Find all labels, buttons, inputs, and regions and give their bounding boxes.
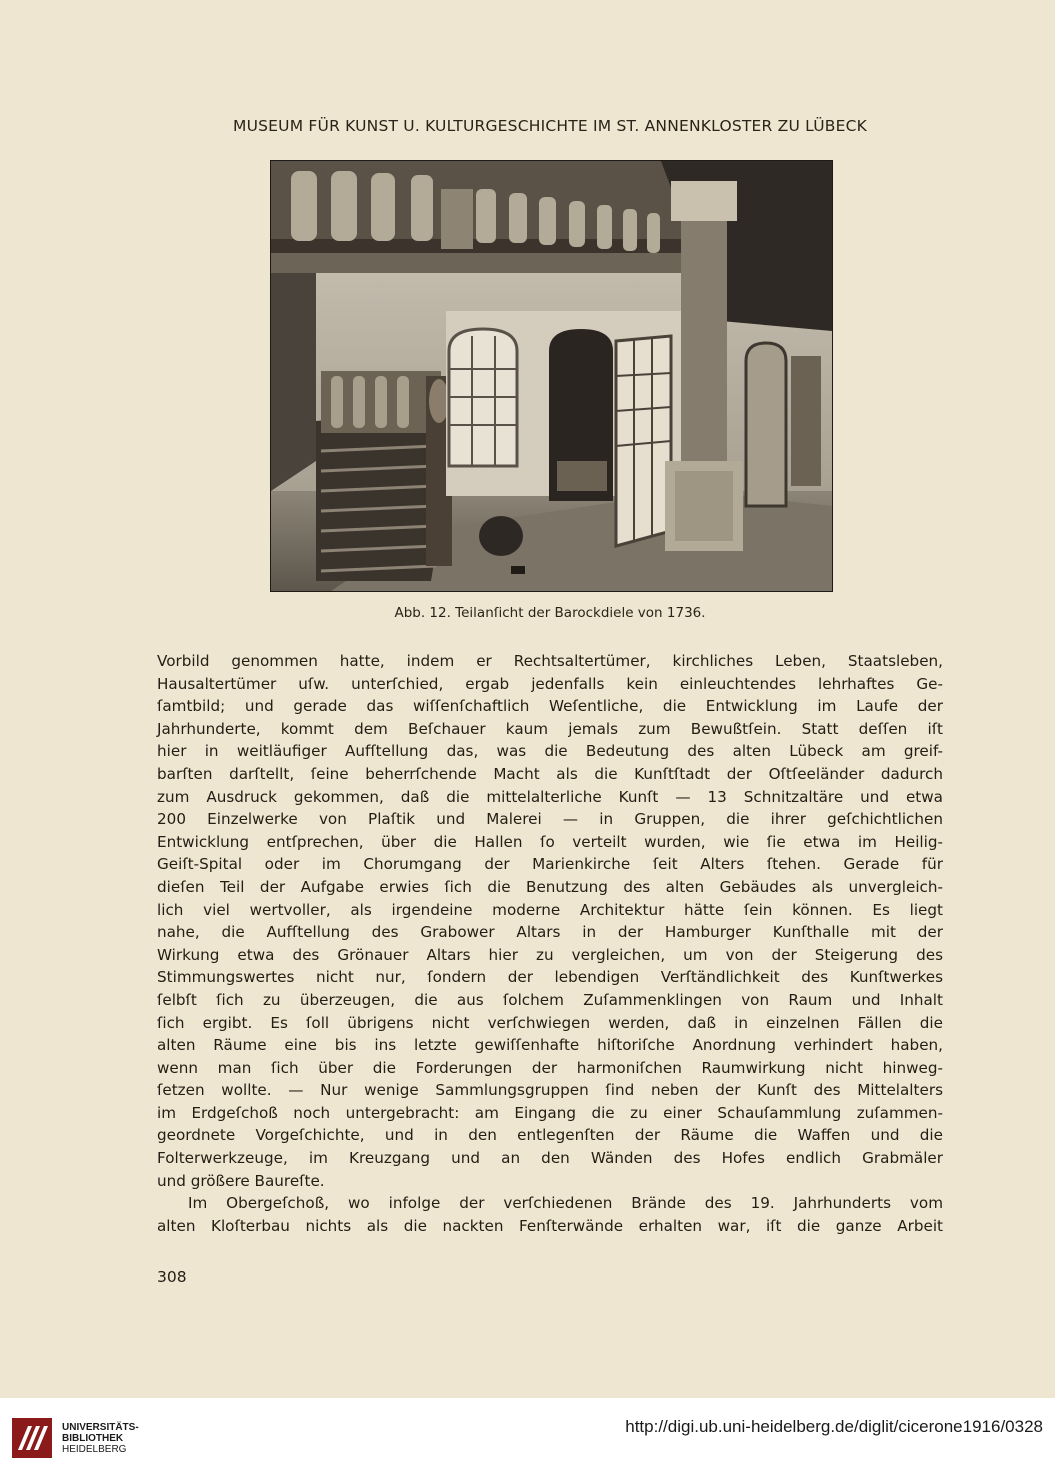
text-line: 200 Einzelwerke von Plaſtik und Malerei — in Gruppen, die ihrer geſchichtlichen	[157, 810, 943, 829]
library-name-line: BIBLIOTHEK	[62, 1433, 124, 1444]
text-line: lich viel wertvoller, als irgendeine moderne Architektur hätte ſein können. Es liegt	[157, 900, 943, 919]
text-line: Wirkung etwa des Grönauer Altars hier zu vergleichen, um von der Steigerung des	[157, 945, 943, 964]
library-name-line: HEIDELBERG	[62, 1444, 127, 1455]
text-line: alten Kloſterbau nichts als die nackten Fenſterwände erhalten war, iſt die ganze Arbeit	[157, 1216, 943, 1235]
library-name	[62, 1422, 139, 1455]
library-name-line: UNIVERSITÄTS-	[62, 1422, 139, 1433]
text-line: Geiſt-Spital oder im Chorumgang der Marienkirche ſeit Alters ſtehen. Gerade für	[157, 855, 943, 874]
text-line: Vorbild genommen hatte, indem er Rechtsaltertümer, kirchliches Leben, Staatsleben,	[157, 652, 943, 670]
text-line: alten Räume eine bis ins letzte gewiſſenhafte hiſtoriſche Anordnung verhindert haben,	[157, 1036, 943, 1055]
running-title: MUSEUM FÜR KUNST U. KULTURGESCHICHTE IM ST. ANNENKLOSTER ZU LÜBECK	[233, 117, 867, 135]
footer-bar	[0, 1398, 1055, 1480]
text-line: nahe, die Aufſtellung des Grabower Altars in der Hamburger Kunſthalle mit der	[157, 923, 943, 942]
baroque-hall-photograph	[271, 161, 832, 591]
text-line: Im Obergeſchoß, wo infolge der verſchiedenen Brände des 19. Jahrhunderts vom	[188, 1194, 943, 1213]
permalink-url[interactable]: http://digi.ub.uni-heidelberg.de/diglit/cicerone1916/0328	[625, 1417, 1043, 1436]
text-line: Entwicklung entſprechen, über die Hallen ſo verteilt wurden, wie ſie etwa im Heilig-	[157, 832, 943, 851]
text-line: im Erdgeſchoß noch untergebracht: am Eingang die zu einer Schauſammlung zuſammen-	[157, 1103, 943, 1122]
text-line: hier in weitläufiger Aufſtellung das, was die Bedeutung des alten Lübeck am greif-	[157, 742, 943, 761]
figure-photo-baroque-hall	[270, 160, 833, 592]
text-line: ſelbſt ſich zu überzeugen, die aus ſolchem Zuſammenklingen von Raum und Inhalt	[157, 990, 943, 1009]
text-line: und größere Baureſte.	[157, 1171, 325, 1190]
text-line: Folterwerkzeuge, im Kreuzgang und an den Wänden des Hofes endlich Grabmäler	[157, 1149, 943, 1168]
text-line: ſamtbild; und gerade das wiſſenſchaftlich Weſentliche, die Entwicklung im Laufe der	[157, 697, 943, 716]
figure-caption: Abb. 12. Teilanſicht der Barockdiele von 1736.	[394, 605, 706, 621]
text-line: Hausaltertümer uſw. unterſchied, ergab jedenfalls kein einleuchtendes lehrhaftes Ge-	[157, 674, 943, 693]
text-line: barſten darſtellt, ſeine beherrſchende Macht als die Kunſtſtadt der Oſtſeeländer dadurch	[157, 764, 943, 783]
text-line: ſetzen wollte. — Nur wenige Sammlungsgruppen ſind neben der Kunſt des Mittelalters	[157, 1081, 943, 1100]
text-line: geordnete Vorgeſchichte, und in den entlegenſten der Räume die Waffen und die	[157, 1126, 943, 1145]
page-number: 308	[157, 1268, 187, 1286]
text-line: zum Ausdruck gekommen, daß die mittelalterliche Kunſt — 13 Schnitzaltäre und etwa	[157, 787, 943, 806]
text-line: Jahrhunderte, kommt dem Beſchauer kaum jemals zum Bewußtſein. Statt deſſen iſt	[157, 719, 943, 738]
text-line: ſich ergibt. Es ſoll übrigens nicht verſchwiegen werden, daß in einzelnen Fällen die	[157, 1013, 943, 1032]
text-line: dieſen Teil der Aufgabe erwies ſich die Benutzung des alten Gebäudes als unvergleich-	[157, 877, 943, 896]
library-logo-icon[interactable]	[10, 1416, 54, 1460]
text-line: wenn man ſich über die Forderungen der harmoniſchen Raumwirkung nicht hinweg-	[157, 1058, 943, 1077]
text-line: Stimmungswertes nicht nur, ſondern der lebendigen Verſtändlichkeit des Kunſtwerkes	[157, 968, 943, 987]
body-text	[157, 650, 943, 1237]
